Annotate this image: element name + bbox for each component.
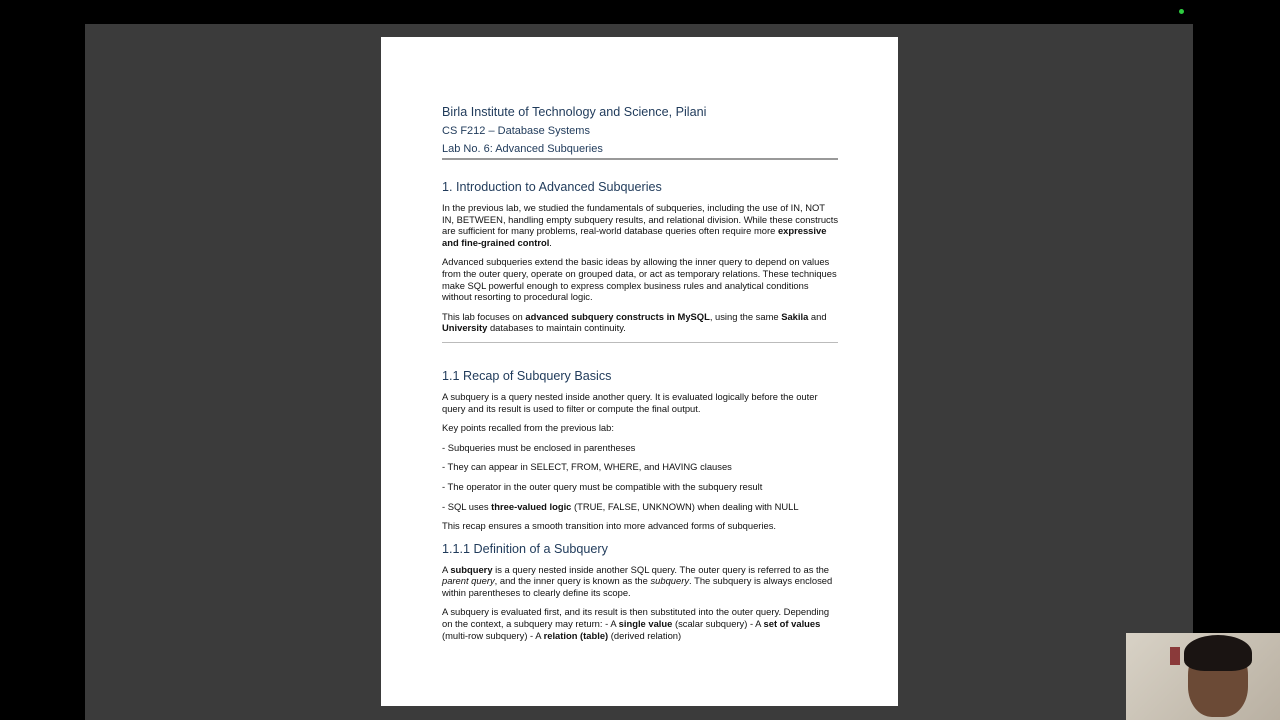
paragraph [442, 391, 838, 414]
text: and [808, 310, 827, 322]
text: In the previous lab, we studied the fundamentals of subqueries, including the use of IN, NOT IN, BETWEEN, handling empty subquery results, and relational division. While these constructs are sufficient for many problems, real-world database queries often require more [442, 202, 839, 237]
paragraph [442, 311, 838, 334]
paragraph [442, 520, 838, 532]
text: - The operator in the outer query must be compatible with the subquery result [442, 480, 763, 492]
wall-frame [1170, 647, 1180, 665]
lab-title: Lab No. 6: Advanced Subqueries [442, 143, 838, 160]
paragraph [442, 442, 838, 454]
bold-text: subquery [450, 563, 493, 575]
paragraph [442, 256, 838, 302]
text: A [442, 563, 451, 575]
bold-text: relation (table) [543, 629, 609, 641]
paragraph [442, 564, 838, 599]
text: Key points recalled from the previous lab: [442, 422, 614, 434]
bold-text: set of values [763, 618, 821, 630]
paragraph [442, 422, 838, 434]
italic-text: subquery [650, 575, 690, 587]
text: . [549, 236, 552, 248]
text: (TRUE, FALSE, UNKNOWN) when dealing with NULL [571, 500, 799, 512]
section-heading: 1.1 Recap of Subquery Basics [442, 368, 612, 383]
section-heading: 1.1.1 Definition of a Subquery [442, 541, 608, 556]
paragraph [442, 481, 838, 493]
course-title: CS F212 – Database Systems [442, 125, 590, 137]
paragraph [442, 202, 838, 248]
paragraph [442, 501, 838, 513]
text: - SQL uses [442, 500, 492, 512]
bold-text: Sakila [781, 310, 809, 322]
sections [442, 180, 838, 641]
bold-text: single value [618, 618, 673, 630]
text: This lab focuses on [442, 310, 526, 322]
paragraph [442, 461, 838, 473]
text: is a query nested inside another SQL query. The outer query is referred to as the [492, 563, 830, 575]
text: A subquery is evaluated first, and its result is then substituted into the outer query. Depending on the context, a subquery may return: - A [442, 606, 830, 630]
paragraph [442, 606, 838, 641]
text: This recap ensures a smooth transition into more advanced forms of subqueries. [442, 520, 777, 532]
text: (scalar subquery) - A [672, 618, 764, 630]
text: databases to maintain continuity. [487, 322, 626, 334]
section-heading: 1. Introduction to Advanced Subqueries [442, 180, 662, 194]
italic-text: parent query [442, 575, 495, 587]
section-divider [442, 342, 838, 343]
text: - Subqueries must be enclosed in parentheses [442, 441, 636, 453]
text: A subquery is a query nested inside another query. It is evaluated logically before the outer query and its result is used to filter or compute the final output. [442, 390, 818, 414]
text: , using the same [709, 310, 782, 322]
text: (derived relation) [608, 629, 682, 641]
bold-text: three-valued logic [491, 500, 572, 512]
recording-indicator-icon [1179, 9, 1184, 14]
text: . The subquery is always enclosed within parentheses to clearly define its scope. [442, 575, 833, 598]
document-page [381, 37, 898, 706]
text: (multi-row subquery) - A [442, 629, 544, 641]
webcam-overlay [1126, 633, 1280, 720]
institute-title: Birla Institute of Technology and Science, Pilani [442, 105, 707, 119]
bold-text: University [442, 322, 488, 334]
bold-text: expressive and fine-grained control [442, 225, 827, 248]
page-content [442, 105, 838, 649]
bold-text: advanced subquery constructs in MySQL [525, 310, 710, 322]
text: - They can appear in SELECT, FROM, WHERE, and HAVING clauses [442, 461, 732, 473]
text: , and the inner query is known as the [494, 575, 651, 587]
text: Advanced subqueries extend the basic ideas by allowing the inner query to depend on values from the outer query, operate on grouped data, or act as temporary relations. These techniques make SQL powerful enough to express complex business rules and analytical conditions without resorting to procedural logic. [442, 256, 837, 303]
person-hair [1184, 635, 1252, 671]
